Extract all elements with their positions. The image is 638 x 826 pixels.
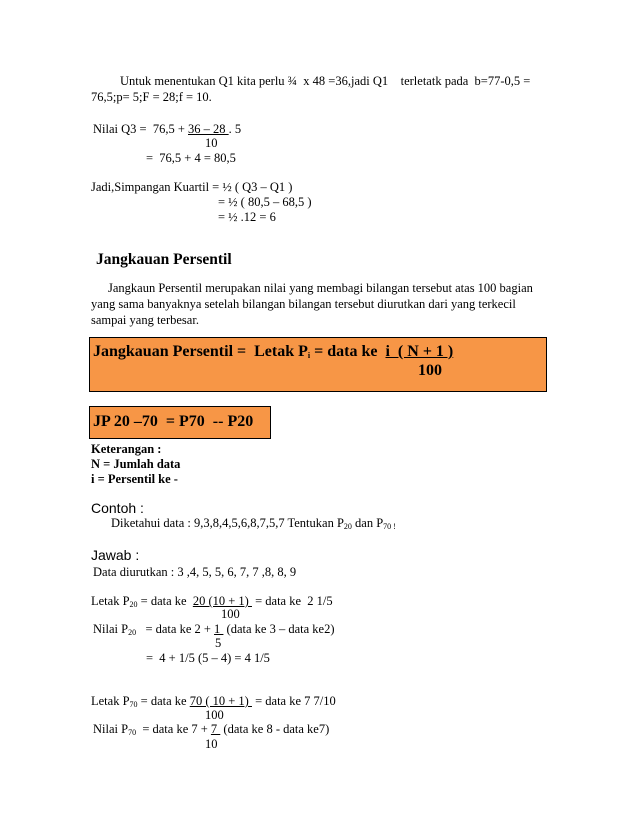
p20-letak: Letak $P_{20}$ = data ke 20 (10 + 1) = data ke 2 1/5 xyxy=(91,594,333,609)
p20-result: = 4 + 1/5 (5 – 4) = 4 1/5 xyxy=(146,651,270,665)
kuartil-line-2: = ½ ( 80,5 – 68,5 ) xyxy=(218,195,312,209)
q3-formula: Nilai Q3 = 76,5 + 36 – 28 . 5 xyxy=(93,122,242,136)
q3-result: = 76,5 + 4 = 80,5 xyxy=(146,151,236,165)
para-line-2: yang sama banyaknya setelah bilangan bilangan tersebut diurutkan dari yang terkecil xyxy=(91,297,516,311)
sorted-data: Data diurutkan : 3 ,4, 5, 5, 6, 7, 7 ,8, 8, 9 xyxy=(93,565,297,579)
section-heading: Jangkauan Persentil xyxy=(96,251,232,268)
para-line-3: sampai yang terbesar. xyxy=(91,313,199,327)
keterangan-n: N = Jumlah data xyxy=(91,457,181,471)
p70-nilai: Nilai $P_{70}$ = data ke 7 + 7 (data ke 8 - data ke7) xyxy=(93,722,330,737)
p20-nilai-denominator: 5 xyxy=(215,636,222,650)
para-line-1: Jangkaun Persentil merupakan nilai yang membagi bilangan tersebut atas 100 bagian xyxy=(108,281,533,295)
p20-nilai: Nilai $P_{20}$ = data ke 2 + 1 (data ke 3 – data ke2) xyxy=(93,622,335,637)
p70-letak-denominator: 100 xyxy=(205,708,224,722)
contoh-text: Diketahui data : 9,3,8,4,5,6,8,7,5,7 Tentukan $P_{20}$ dan $P_{70 !}$ xyxy=(111,516,396,531)
p70-letak: Letak $P_{70}$ = data ke 70 ( 10 + 1) = data ke 7 7/10 xyxy=(91,694,336,709)
kuartil-line-3: = ½ .12 = 6 xyxy=(218,210,276,224)
kuartil-line-1: Jadi,Simpangan Kuartil = ½ ( Q3 – Q1 ) xyxy=(91,180,293,194)
p70-nilai-denominator: 10 xyxy=(205,737,218,751)
jawab-heading: Jawab : xyxy=(91,547,140,563)
keterangan-title: Keterangan : xyxy=(91,442,162,456)
q1-line-1: Untuk menentukan Q1 kita perlu ¾ x 48 =36,jadi Q1 terletatk pada b=77-0,5 = xyxy=(120,74,531,88)
formula-denominator: 100 xyxy=(418,362,442,379)
formula-text: Jangkauan Persentil = Letak $P_i$ = data ke i ( N + 1 ) xyxy=(93,343,454,360)
contoh-heading: Contoh : xyxy=(91,500,144,516)
q3-denominator: 10 xyxy=(205,136,218,150)
keterangan-i: i = Persentil ke - xyxy=(91,472,178,486)
jp-text: JP 20 –70 = P70 -- P20 xyxy=(93,413,254,430)
p20-letak-denominator: 100 xyxy=(221,607,240,621)
q1-line-2: 76,5;p= 5;F = 28;f = 10. xyxy=(91,90,212,104)
